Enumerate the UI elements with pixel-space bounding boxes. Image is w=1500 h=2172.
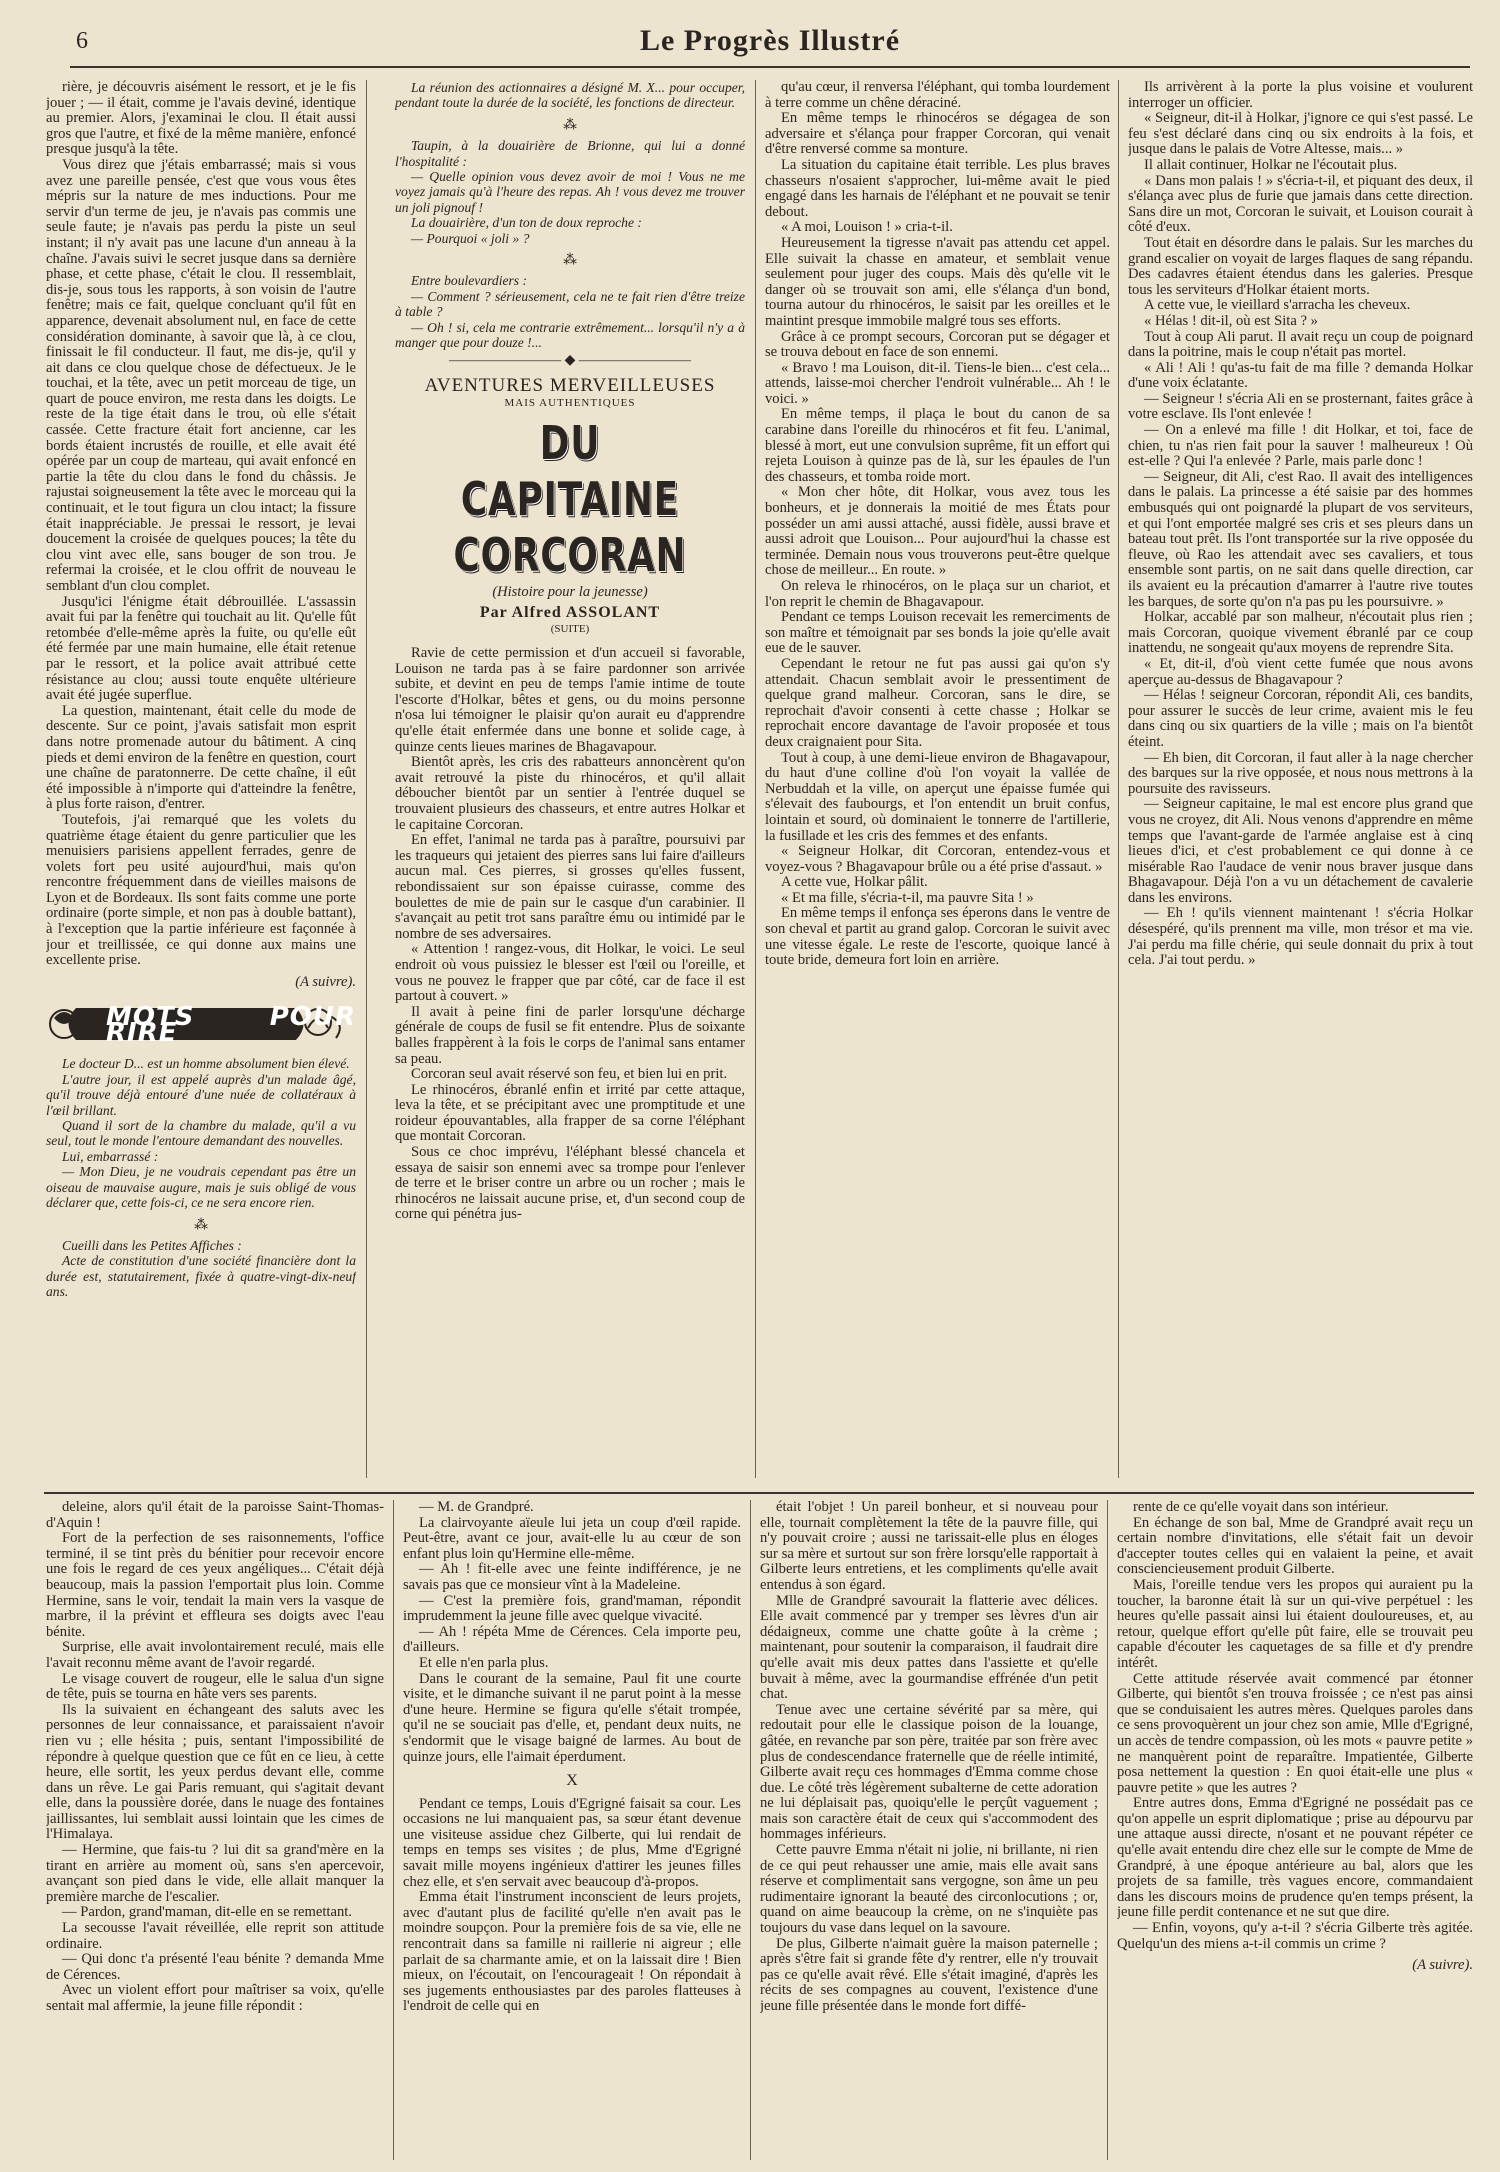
paragraph: — C'est la première fois, grand'maman, répondit imprudemment la jeune fille avec quelque vivacité. (403, 1592, 741, 1625)
separator-dots: ⁂ (194, 1216, 208, 1232)
column-divider (755, 80, 756, 1478)
paragraph: A cette vue, Holkar pâlit. (781, 874, 928, 891)
paragraph: « Ali ! Ali ! qu'as-tu fait de ma fille ? demanda Holkar d'une voix éclatante. (1128, 359, 1473, 392)
paragraph: — On a enlevé ma fille ! dit Holkar, et toi, face de chien, tu n'as rien fait pour la sauver ! malheureux ! Où est-elle ? Qui l'a enlevée ? Parle, mais parle donc ! (1128, 422, 1473, 470)
paragraph: « Attention ! rangez-vous, dit Holkar, le voici. Le seul endroit où vous puissiez le blesser est l'œil ou l'oreille, et vous ne pouvez le frapper que par côté, car de face il est partout à couvert. » (395, 941, 745, 1005)
paragraph: rente de ce qu'elle voyait dans son intérieur. (1133, 1500, 1389, 1515)
paragraph: Il avait à peine fini de parler lorsqu'une décharge générale de coups de fusil se fit entendre. Plus de soixante balles frappèrent à la fois le corps de l'animal sans entamer sa peau. (395, 1003, 745, 1067)
joke-line: — Mon Dieu, je ne voudrais cependant pas être un oiseau de mauvaise augure, mais je suis obligé de vous déclarer que, cette fois-ci, ce ne sera encore rien. (46, 1164, 356, 1211)
paragraph: Jusqu'ici l'énigme était débrouillée. L'assassin avait fui par la fenêtre qui touchait au lit. Qu'elle fût retombée d'elle-même après la fuite, ou qu'elle eût été fermée par une main humaine, elle était retenue par le ressort, et la police avait attribué cette résistance au clou; aussi toute enquête ultérieure avait été jugée superflue. (46, 593, 356, 704)
joke-line: — Pourquoi « joli » ? (411, 230, 530, 246)
serial-continued: (SUITE) (550, 623, 590, 636)
paragraph: Heureusement la tigresse n'avait pas attendu cet appel. Elle suivait la chasse en amateur, et semblait venue seulement pour juger des coups. Mais dès qu'elle vit le danger où se trouvait son ami, elle s'élança d'un bond, tourna autour du rhinocéros, le saisit par les oreilles et le maintint presque immobile malgré tous ses efforts. (765, 234, 1110, 329)
top-column-3 (765, 80, 1110, 1475)
paragraph: Le rhinocéros, ébranlé enfin et irrité par cette attaque, leva la tête, et se précipitant avec une promptitude et une roideur épouvantables, alla frapper de sa corne l'éléphant que montait Corcoran. (395, 1081, 745, 1145)
paragraph: « Seigneur, dit-il à Holkar, j'ignore ce qui s'est passé. Le feu s'est déclaré dans cinq ou six endroits à la fois, et jusque dans le palais de Votre Altesse, mais... » (1128, 110, 1473, 158)
joke-line: Acte de constitution d'une société financière dont la durée est, statutairement, fixée à quatre-vingt-dix-neuf ans. (46, 1253, 356, 1300)
paragraph: Bientôt après, les cris des rabatteurs annoncèrent qu'on avait retrouvé la piste du rhinocéros, et qu'il allait déboucher bientôt par un sentier à l'entrée duquel se trouvaient plusieurs des chasseurs, et entre autres Holkar et le capitaine Corcoran. (395, 754, 745, 833)
paragraph: Pendant ce temps Louison recevait les remerciments de son maître et témoignait par ses bonds la joie qu'elle avait eue de le sauver. (765, 609, 1110, 657)
paragraph: — Seigneur, dit Ali, c'est Rao. Il avait des intelligences dans le palais. La princesse a été saisie par des hommes embusqués qui ont poignardé la plupart de vos serviteurs, et qui l'ont emportée malgré ses cris et ses pleurs dans un bateau tout prêt. Ils l'ont transportée sur la rive opposée du fleuve, où Rao les attendait avec ses cavaliers, et tous ensemble sont partis, on ne sait dans quelle direction, car ils avaient eu la précaution d'amarrer à l'autre rive toutes les barques, de sorte qu'on n'a pas pu les poursuivre. » (1128, 468, 1473, 610)
newspaper-title: Le Progrès Illustré (639, 24, 901, 57)
section-rule (44, 1492, 1474, 1494)
paragraph: — Eh ! qu'ils viennent maintenant ! s'écria Holkar désespéré, qu'ils prennent ma ville, mon trésor et ma vie. J'ai perdu ma fille chérie, qui seule donnait du prix à tout cela. J'ai tout perdu. » (1128, 905, 1473, 969)
paragraph: — Seigneur capitaine, le mal est encore plus grand que vous ne croyez, dit Ali. Nous venons d'apprendre en même temps que l'avant-garde de l'armée anglaise est à cinq lieues d'ici, et c'est probablement ce qui donne à ce misérable Rao l'audace de venir nous braver jusque dans Bhagavapour. Déjà l'on a vu un détachement de cavalerie dans les environs. (1128, 796, 1473, 906)
joke-line: — Quelle opinion vous devez avoir de moi ! Vous ne me voyez jamais qu'à l'heure des repas. Ah ! vous devez me trouver un joli pignouf ! (395, 169, 745, 215)
serial-heading (395, 375, 745, 638)
paragraph: Cette attitude réservée avait commencé par étonner Gilberte, qui bientôt s'en trouva froissée ; ce n'est pas ainsi que se conduisaient les autres mères. Quelques paroles dans ce sens provoquèrent un jour chez son amie, Mlle d'Egrigné, un accès de tendre compassion, où les mots « pauvre petite » ne manquèrent point de reparaître. Impatientée, Gilberte posa nettement la question : En quoi était-elle une plus « pauvre petite » que les autres ? (1117, 1670, 1473, 1796)
paragraph: deleine, alors qu'il était de la paroisse Saint-Thomas-d'Aquin ! (46, 1500, 384, 1531)
serial-kicker: AVENTURES MERVEILLEUSES (424, 375, 716, 397)
paragraph: Tenue avec une certaine sévérité par sa mère, qui redoutait pour elle le classique poison de la louange, gâtée, en revanche par son père, traitée par son frère avec plus de condescendance fraternelle que de réelle intimité, Gilberte avait reçu ces hommages d'Emma comme chose due. Le côté très légèrement subalterne de cette adoration ne lui déplaisait pas, quoiqu'elle le perçût vaguement ; mais son caractère était de ceux qui s'accommodent des hommages inférieurs. (760, 1701, 1098, 1843)
serial-subtitle: (Histoire pour la jeunesse) (492, 584, 648, 601)
paragraph: Cependant le retour ne fut pas aussi gai qu'on s'y attendait. Chacun semblait avoir le pressentiment de quelque grand malheur. Corcoran, sans le dire, se reprochait d'avoir consenti à cette chasse ; Holkar se reprochait encore davantage de l'avoir proposée et tous deux craignaient pour Sita. (765, 655, 1110, 750)
paragraph: — Hélas ! seigneur Corcoran, répondit Ali, ces bandits, pour assurer le succès de leur crime, avaient mis le feu dans cinq ou six quartiers de la ville ; mais on l'a bientôt éteint. (1128, 687, 1473, 750)
paragraph: Sous ce choc imprévu, l'éléphant blessé chancela et essaya de saisir son ennemi avec sa trompe pour l'enlever de terre et le briser contre un arbre ou un rocher ; mais le rhinocéros ne laissait aucune prise, et, d'un second coup de corne qui pénétra jus- (395, 1144, 745, 1223)
paragraph: Emma était l'instrument inconscient de leurs projets, avec d'autant plus de facilité qu'elle n'en avait pas le moindre soupçon. Pour la première fois de sa vie, elle ne rencontrait dans sa famille ni raillerie ni aigreur ; elle parlait de sa charmante amie, et on la laissait dire ! Bien mieux, on l'écoutait, on l'encourageait ! On répondait à ses jugements enthousiastes par des paroles flatteuses à l'endroit de celle qui en (403, 1889, 741, 2015)
paragraph: rière, je découvris aisément le ressort, et je le fis jouer ; — il était, comme je l'avais deviné, identique au premier. Alors, j'examinai le clou. Il était aussi gros que l'autre, et fixé de la même manière, enfoncé presque jusqu'à la tête. (46, 80, 356, 158)
paragraph: Tout était en désordre dans le palais. Sur les marches du grand escalier on voyait de larges flaques de sang répandu. Des cadavres étaient étendus dans les galeries. Presque tous les serviteurs d'Holkar étaient morts. (1128, 234, 1473, 298)
paragraph: — Ah ! fit-elle avec une feinte indifférence, je ne savais pas que ce monsieur vînt à la Madeleine. (403, 1561, 741, 1593)
mots-pour-rire-banner (46, 1000, 356, 1048)
paragraph: Holkar, accablé par son malheur, n'écoutait plus rien ; mais Corcoran, quoique vivement ébranlé par ce coup inattendu, ne songeait qu'aux moyens de reprendre Sita. (1128, 609, 1473, 657)
diamond-ornament-icon: ―――――――― ◆ ―――――――― (449, 352, 691, 368)
paragraph: « Bravo ! ma Louison, dit-il. Tiens-le bien... c'est cela... attends, laisse-moi chercher l'endroit vulnérable... Ah ! le voici. » (765, 359, 1110, 407)
paragraph: Corcoran seul avait réservé son feu, et bien lui en prit. (411, 1066, 728, 1083)
paragraph: — Qui donc t'a présenté l'eau bénite ? demanda Mme de Cérences. (46, 1951, 384, 1983)
paragraph: En même temps le rhinocéros se dégagea de son adversaire et s'élança pour frapper Corcoran, qui venait d'être renversé comme sa monture. (765, 110, 1110, 158)
header-rule (70, 66, 1470, 68)
paragraph: La situation du capitaine était terrible. Les plus braves chasseurs n'osaient s'approcher, lui-même avait le pied engagé dans les harnais de l'éléphant et ne pouvait se tenir debout. (765, 156, 1110, 220)
page-header (70, 22, 1470, 62)
paragraph: Tout à coup Ali parut. Il avait reçu un coup de poignard dans la poitrine, mais le coup n'était pas mortel. (1128, 328, 1473, 361)
paragraph: « Dans mon palais ! » s'écria-t-il, et piquant des deux, il s'élança avec plus de furie que jamais dans cette direction. Sans dire un mot, Corcoran le suivait, et Louison courait à côté d'eux. (1128, 172, 1473, 236)
mots-pour-rire-title: MOTS POUR RIRE (106, 1002, 356, 1049)
joke-line: Entre boulevardiers : (411, 273, 528, 289)
paragraph: — Seigneur ! s'écria Ali en se prosternant, faites grâce à votre esclave. Ils l'ont enlevée ! (1128, 390, 1473, 423)
paragraph: — Hermine, que fais-tu ? lui dit sa grand'mère en la tirant en arrière au moment où, sans s'en apercevoir, avançant son pied dans le vide, elle allait manquer la première marche de l'escalier. (46, 1842, 384, 1905)
paragraph: La clairvoyante aïeule lui jeta un coup d'œil rapide. Peut-être, avant ce jour, avait-elle lu au cœur de son enfant plus loin qu'Hermine elle-même. (403, 1514, 741, 1562)
page-number: 6 (76, 28, 88, 54)
serial-subkicker: MAIS AUTHENTIQUES (504, 396, 636, 409)
chapter-number: X (566, 1772, 578, 1790)
joke-line: Quand il sort de la chambre du malade, qu'il a vu seul, tout le monde l'entoure demandant des nouvelles. (46, 1118, 356, 1149)
paragraph: En même temps il enfonça ses éperons dans le ventre de son cheval et partit au grand galop. Corcoran le suivit avec une vitesse égale. Le reste de l'escorte, quoique lancé à toute bride, demeura fort loin en arrière. (765, 905, 1110, 969)
top-column-1 (46, 80, 356, 1475)
paragraph: « Mon cher hôte, dit Holkar, vous avez tous les bonheurs, et je donnerais la moitié de mes États pour posséder un ami aussi attaché, aussi fidèle, aussi brave et aussi adroit que Louison... Pour aujourd'hui la chasse est terminée. Demain nous vous trouverons peut-être quelque chose de meilleur... En route. » (765, 484, 1110, 579)
paragraph: « A moi, Louison ! » cria-t-il. (781, 219, 953, 236)
paragraph: « Et ma fille, s'écria-t-il, ma pauvre Sita ! » (781, 889, 1034, 906)
paragraph: Mais, l'oreille tendue vers les propos qui auraient pu la toucher, la baronne était là sur un qui-vive perpétuel : les heures qu'elle passait ainsi lui étaient douloureuses, et, au retour, quelque effort qu'elle pût faire, elle se trouvait peu capable d'écouter les caquetages de sa fille et d'y prendre intérêt. (1117, 1576, 1473, 1671)
bottom-column-1 (46, 1500, 384, 2160)
paragraph: Le visage couvert de rougeur, elle le salua d'un signe de tête, puis se tourna en hâte vers ses parents. (46, 1670, 384, 1703)
paragraph: La secousse l'avait réveillée, elle reprit son attitude ordinaire. (46, 1920, 384, 1952)
paragraph: A cette vue, le vieillard s'arracha les cheveux. (1144, 297, 1411, 314)
column-divider (366, 80, 367, 1478)
paragraph: — Enfin, voyons, qu'y a-t-il ? s'écria Gilberte très agitée. Quelqu'un des miens a-t-il commis un crime ? (1117, 1920, 1473, 1952)
separator-dots: ⁂ (563, 252, 577, 268)
paragraph: qu'au cœur, il renversa l'éléphant, qui tomba lourdement à terre comme un chêne déraciné. (765, 80, 1110, 111)
serial-title: DU CAPITAINE CORCORAN (453, 416, 687, 583)
bottom-column-4 (1117, 1500, 1473, 2160)
paragraph: — Eh bien, dit Corcoran, il faut aller à la nage chercher des barques sur la rive opposée, et nous nous mettrons à la poursuite des ravisseurs. (1128, 749, 1473, 797)
column-divider (1107, 1500, 1108, 2160)
top-column-4 (1128, 80, 1473, 1475)
separator-dots: ⁂ (563, 116, 577, 132)
paragraph: En effet, l'animal ne tarda pas à paraître, poursuivi par les traqueurs qui jetaient des pierres sans lui faire d'ailleurs aucun mal. Ces pierres, si grosses qu'elles fussent, rebondissaient sur son épaisse cuirasse, comme des boulettes de mie de pain sur le casque d'un carabinier. Il s'avançait au petit trot sans paraître ému ou intimidé par le nombre de ses adversaires. (395, 832, 745, 942)
paragraph: En échange de son bal, Mme de Grandpré avait reçu un certain nombre d'invitations, elle s'était fait un devoir d'accepter toutes celles qui en valaient la peine, et avait consciencieusement produit Gilberte. (1117, 1514, 1473, 1578)
serial-author: Par Alfred ASSOLANT (479, 603, 661, 621)
joke-line: — Oh ! si, cela me contrarie extrêmement... lorsqu'il n'y a à manger que pour douze !... (395, 319, 745, 351)
paragraph: Vous direz que j'étais embarrassé; mais si vous avez une pareille pensée, c'est que vous vous êtes mépris sur la nature de mes inductions. Pour me servir d'un terme de jeu, je n'avais pas commis une seule faute; je n'avais pas perdu la piste un seul instant; il n'y avait pas une lacune d'un anneau à la chaîne. J'avais suivi le secret jusque dans sa dernière phase, et cette phase, c'était le clou. Il ressemblait, dis-je, sous tous les rapports, à son voisin de l'autre fenêtre; mais ce fait, quelque concluant qu'il fût en apparence, devenait absolument nul, en face de cette considération dominante, à savoir que là, à ce clou, finissait le fil conducteur. Il faut, me dis-je, qu'il y ait dans ce clou quelque chose de défectueux. Je le touchai, et la tête, avec un petit morceau de tige, un quart de pouce environ, me resta dans les doigts. Le reste de la tige était dans le trou, où elle s'était cassée. Cette fracture était fort ancienne, car les bords étaient incrustés de rouille, et elle avait été opérée par un coup de marteau, qui avait enfoncé en partie la tête du clou dans le fond du châssis. Je rajustai soigneusement la tête avec le morceau qui la continuait, et le tout figura un clou intact; la fissure était inappréciable. Je pressai le ressort, je levai doucement la croisée de quelques pouces; la tête du clou vint avec elle, sans bouger de son trou. Je refermai la croisée, et le clou offrit de nouveau le semblant d'un clou complet. (46, 156, 356, 594)
bottom-column-2 (403, 1500, 741, 2160)
joke-line: — Comment ? sérieusement, cela ne te fait rien d'être treize à table ? (395, 288, 745, 320)
column-divider (393, 1500, 394, 2160)
to-be-continued: (A suivre). (1412, 1957, 1473, 1974)
paragraph: La question, maintenant, était celle du mode de descente. Sur ce point, j'avais satisfait mon esprit dans notre promenade autour du bâtiment. A cinq pieds et demi environ de la fenêtre en question, court une chaîne de paratonnerre. De cette chaîne, il eût été impossible à n'importe qui d'atteindre la fenêtre, à plus forte raison, d'entrer. (46, 702, 356, 813)
column-divider (1118, 80, 1119, 1478)
column-divider (750, 1500, 751, 2160)
paragraph: Entre autres dons, Emma d'Egrigné ne possédait pas ce qu'on appelle un esprit diplomatique ; prise au dépourvu par une attaque aussi directe, n'osant et ne pouvant répéter ce qu'elle avait entendu dire chez elle sur le compte de Mme de Grandpré, à une époque antérieure au bal, alors que les projets de sa famille, très vagues encore, commandaient dans les discours moins de prudence qu'en temps présent, la jeune fille perdit contenance et ne sut que dire. (1117, 1795, 1473, 1921)
paragraph: Cette pauvre Emma n'était ni jolie, ni brillante, ni rien de ce qui peut rehausser une amie, mais elle avait sans réserve et complimentait sans vergogne, son âme un peu rudimentaire ignorant la beauté des circonlocutions ; or, quand on aime beaucoup la crème, on ne s'inquiète pas toujours du vase dans lequel on la savoure. (760, 1842, 1098, 1937)
paragraph: On releva le rhinocéros, on le plaça sur un chariot, et l'on reprit le chemin de Bhagavapour. (765, 578, 1110, 610)
joke-line: L'autre jour, il est appelé auprès d'un malade âgé, qu'il trouve déjà entouré d'une nuée de collatéraux à l'œil brillant. (46, 1071, 356, 1118)
bottom-column-3 (760, 1500, 1098, 2160)
paragraph: était l'objet ! Un pareil bonheur, et si nouveau pour elle, tournait complètement la tête de la pauvre fille, qui n'y pouvait croire ; aussi ne tarissait-elle plus en éloges sur sa mère et surtout sur son frère lorsqu'elle rapportait à Gilberte leurs entretiens, et les compliments qu'elle avait entendus à son égard. (760, 1500, 1098, 1593)
paragraph: En même temps, il plaça le bout du canon de sa carabine dans l'oreille du rhinocéros et fit feu. L'animal, blessé à mort, eut une convulsion suprême, fit un effort qui rejeta Louison à quinze pas de là, sur les épaules de l'un des chasseurs, et tomba roide mort. (765, 406, 1110, 485)
paragraph: Ravie de cette permission et d'un accueil si favorable, Louison ne tarda pas à se faire pardonner son arrivée subite, et devint en peu de temps l'amie intime de toute l'escorte d'Holkar, bêtes et gens, ou du moins personne n'osa lui témoigner le plaisir qu'on aurait eu d'apprendre qu'elle était enfermée dans une bonne et solide cage, à quinze cents lieues marines de Bhagavapour. (395, 645, 745, 755)
top-column-2 (395, 80, 745, 1475)
joke-line: Lui, embarrassé : (62, 1148, 159, 1164)
paragraph: « Et, dit-il, d'où vient cette fumée que nous avons aperçue au-dessus de Bhagavapour ? (1128, 655, 1473, 688)
paragraph: Surprise, elle avait involontairement reculé, mais elle l'avait reconnu même avant de l'avoir regardé. (46, 1639, 384, 1671)
paragraph: Tout à coup, à une demi-lieue environ de Bhagavapour, du haut d'une colline d'où l'on voyait la vallée de Nerbuddah et la ville, on aperçut une épaisse fumée qui s'élevait des faubourgs, et l'on entendit un bruit confus, lointain et sourd, où dominaient le tonnerre de l'artillerie, la fusillade et les cris des femmes et des enfants. (765, 749, 1110, 844)
paragraph: Dans le courant de la semaine, Paul fit une courte visite, et le dimanche suivant il ne parut point à la messe d'une heure. Hermine se figura qu'elle s'était trompée, qu'il ne se souciait pas d'elle, et, pendant deux nuits, ne s'endormit que le visage baigné de larmes. Au bout de quinze jours, elle l'aimait éperdument. (403, 1670, 741, 1765)
to-be-continued: (A suivre). (295, 973, 356, 990)
joke-line: Cueilli dans les Petites Affiches : (62, 1237, 242, 1253)
paragraph: Ils arrivèrent à la porte la plus voisine et voulurent interroger un officier. (1128, 80, 1473, 111)
paragraph: Fort de la perfection de ses raisonnements, l'office terminé, il se tint près du bénitier pour recevoir encore une fois le regard de ces yeux angéliques... C'était déjà beaucoup, mais la passion l'emportait plus loin. Comme Hermine, sans le voir, tendait la main vers la vasque de marbre, il la prévint et effleura ses doigts avec l'eau bénite. (46, 1530, 384, 1640)
joke-line: La réunion des actionnaires a désigné M. X... pour occuper, pendant toute la durée de la société, les fonctions de directeur. (395, 80, 745, 111)
paragraph: — M. de Grandpré. (419, 1500, 534, 1515)
paragraph: Pendant ce temps, Louis d'Egrigné faisait sa cour. Les occasions ne lui manquaient pas, sa sœur étant devenue une visiteuse assidue chez Gilberte, qui lui rendait de temps en temps ses visites ; de plus, Mme d'Egrigné savait mille moyens ingénieux d'attirer les jeunes filles chez elle, et s'en servait avec beaucoup d'à-propos. (403, 1795, 741, 1890)
paragraph: Grâce à ce prompt secours, Corcoran put se dégager et se trouva debout en face de son ennemi. (765, 328, 1110, 361)
paragraph: « Seigneur Holkar, dit Corcoran, entendez-vous et voyez-vous ? Bhagavapour brûle ou a été prise d'assaut. » (765, 843, 1110, 875)
paragraph: Ils la suivaient en échangeant des saluts avec les personnes de leur connaissance, et paraissaient n'avoir rien vu ; elle hésita ; puis, sentant l'impossibilité de répondre à quelque question que ce fût en ce lieu, à cette heure, elle sortit, les yeux perdus devant elle, comme dans un rêve. Le gai Paris remuant, qui s'agitait devant elle, dans la poussière dorée, dans le nuage des fontaines jaillissantes, lui semblait aussi lointain que les cimes de l'Himalaya. (46, 1701, 384, 1843)
paragraph: Toutefois, j'ai remarqué que les volets du quatrième étage étaient du genre particulier que les menuisiers parisiens appellent ferrades, genre de volets fort peu usité aujourd'hui, mais qu'on rencontre fréquemment dans de vieilles maisons de Lyon et de Bordeaux. Ils sont faits comme une porte ordinaire (porte simple, et non pas à double battant), à l'exception que la partie inférieure est façonnée à jour et treillissée, ce qui donne aux mains une excellente prise. (46, 811, 356, 969)
joke-line: Taupin, à la douairière de Brionne, qui lui a donné l'hospitalité : (395, 138, 745, 169)
paragraph: De plus, Gilberte n'aimait guère la maison paternelle ; après s'être fait si grande fête d'y rentrer, elle n'y trouvait pas ce qu'elle avait rêvé. Elle s'était imaginé, d'après les récits de ses compagnes au couvent, l'existence d'une jeune fille présentée dans le monde fort diffé- (760, 1935, 1098, 2014)
paragraph: Et elle n'en parla plus. (419, 1654, 549, 1671)
paragraph: Il allait continuer, Holkar ne l'écoutait plus. (1144, 156, 1398, 173)
paragraph: — Pardon, grand'maman, dit-elle en se remettant. (62, 1904, 352, 1921)
paragraph: « Hélas ! dit-il, où est Sita ? » (1144, 312, 1318, 329)
paragraph: Mlle de Grandpré savourait la flatterie avec délices. Elle avait commencé par y tremper ses lèvres d'un air dédaigneux, comme une chatte goûte à la crème ; maintenant, pour soutenir la comparaison, il faudrait dire qu'elle avait mis deux pattes dans l'assiette et qu'elle buvait à même, avec la gourmandise effrénée d'un petit chat. (760, 1592, 1098, 1703)
paragraph: — Ah ! répéta Mme de Cérences. Cela importe peu, d'ailleurs. (403, 1623, 741, 1656)
joke-line: La douairière, d'un ton de doux reproche : (411, 215, 642, 231)
joke-line: Le docteur D... est un homme absolument bien élevé. (62, 1056, 350, 1072)
paragraph: Avec un violent effort pour maîtriser sa voix, qu'elle sentait mal affermie, la jeune fille répondit : (46, 1982, 384, 2014)
